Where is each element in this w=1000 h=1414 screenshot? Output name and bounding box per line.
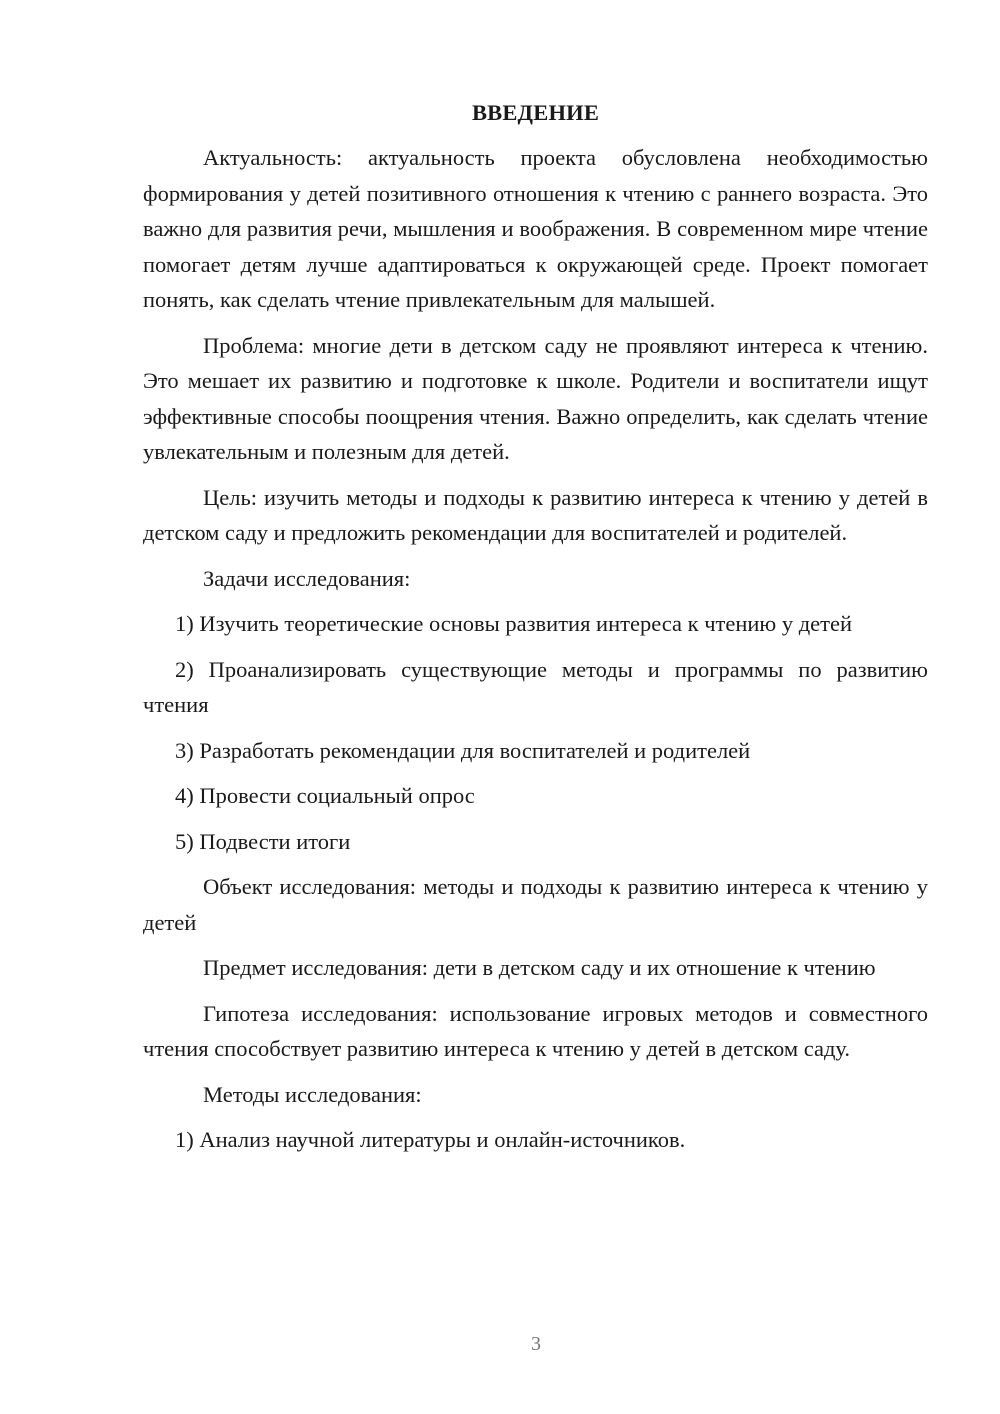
task-item-5: 5) Подвести итоги (175, 828, 351, 854)
paragraph-object: Объект исследования: методы и подходы к развитию интереса к чтению у детей (143, 874, 928, 935)
tasks-heading: Задачи исследования: (203, 565, 411, 591)
paragraph-goal: Цель: изучить методы и подходы к развитию интереса к чтению у детей в детском саду и предложить рекомендации для воспитателей и родителей. (143, 484, 928, 545)
paragraph-problem: Проблема: многие дети в детском саду не проявляют интереса к чтению. Это мешает их развитию и подготовке к школе. Родители и воспитатели ищут эффективные способы поощрения чтения. Важно определить, как сделать чтение увлекательным и полезным для детей. (143, 332, 928, 464)
methods-heading: Методы исследования: (203, 1081, 422, 1107)
task-item-1: 1) Изучить теоретические основы развития интереса к чтению у детей (175, 611, 853, 636)
task-item-2: 2) Проанализировать существующие методы и программы по развитию чтения (143, 656, 928, 717)
paragraph-subject: Предмет исследования: дети в детском саду и их отношение к чтению (203, 955, 876, 980)
task-item-4: 4) Провести социальный опрос (175, 783, 475, 808)
method-item-1: 1) Анализ научной литературы и онлайн-источников. (175, 1127, 686, 1152)
paragraph-hypothesis: Гипотеза исследования: использование игровых методов и совместного чтения способствует развитию интереса к чтению у детей в детском саду. (143, 1000, 928, 1061)
section-title: ВВЕДЕНИЕ (471, 100, 600, 125)
paragraph-relevance: Актуальность: актуальность проекта обусловлена необходимостью формирования у детей позитивного отношения к чтению с раннего возраста. Это важно для развития речи, мышления и воображения. В современном мире чтение помогает детям лучше адаптироваться к окружающей среде. Проект помогает понять, как сделать чтение привлекательным для малышей. (143, 145, 928, 312)
task-item-3: 3) Разработать рекомендации для воспитателей и родителей (175, 737, 751, 763)
page-number: 3 (531, 1333, 541, 1355)
document-body (143, 95, 928, 1168)
